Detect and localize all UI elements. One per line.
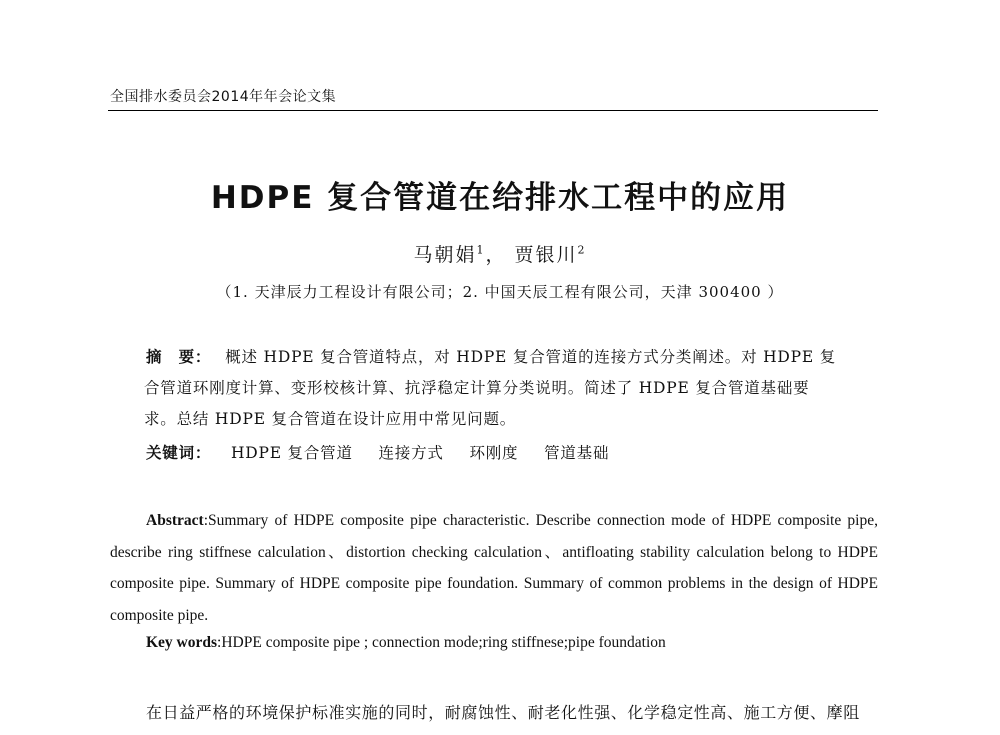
abstract-cn-label: 摘 要： bbox=[146, 348, 212, 366]
author-name: 马朝娟 bbox=[413, 244, 477, 266]
keywords-en-text: HDPE composite pipe ; connection mode;ring stiffnese;pipe foundation bbox=[221, 634, 666, 651]
abstract-cn bbox=[146, 342, 858, 435]
keywords-cn bbox=[146, 441, 629, 463]
paper-title: HDPE 复合管道在给排水工程中的应用 bbox=[210, 180, 790, 216]
keywords-cn-label: 关键词： bbox=[146, 444, 212, 462]
header-rule bbox=[108, 110, 878, 111]
keyword: 环刚度 bbox=[469, 444, 519, 462]
abstract-en bbox=[110, 505, 878, 631]
author-separator: ， bbox=[485, 244, 507, 266]
body-paragraph: 在日益严格的环境保护标准实施的同时，耐腐蚀性、耐老化性强、化学稳定性高、施工方便、摩阻 bbox=[146, 703, 860, 722]
keywords-en-label: Key words bbox=[146, 634, 218, 651]
authors bbox=[0, 240, 1000, 267]
abstract-cn-line bbox=[146, 342, 858, 373]
author-name: 贾银川 bbox=[514, 244, 578, 266]
abstract-cn-line: 合管道环刚度计算、变形校核计算、抗浮稳定计算分类说明。简述了 HDPE 复合管道基础要 bbox=[144, 379, 810, 397]
author-affiliation-mark: 2 bbox=[577, 243, 587, 257]
abstract-cn-line: 求。总结 HDPE 复合管道在设计应用中常见问题。 bbox=[144, 410, 517, 428]
abstract-en-separator: : bbox=[203, 512, 208, 529]
running-header: 全国排水委员会2014年年会论文集 bbox=[110, 89, 337, 105]
keyword: HDPE 复合管道 bbox=[230, 444, 353, 462]
author-affiliation-mark: 1 bbox=[476, 243, 486, 257]
keyword: 连接方式 bbox=[378, 444, 444, 462]
abstract-cn-text: 概述 HDPE 复合管道特点，对 HDPE 复合管道的连接方式分类阐述。对 HDPE 复 bbox=[225, 348, 837, 366]
keywords-en-separator: : bbox=[217, 634, 222, 651]
affiliation: （1. 天津辰力工程设计有限公司；2. 中国天辰工程有限公司，天津 300400 ） bbox=[216, 283, 784, 301]
keywords-en bbox=[146, 634, 666, 652]
abstract-en-label: Abstract bbox=[146, 512, 204, 529]
keyword: 管道基础 bbox=[544, 444, 610, 462]
abstract-en-text: Summary of HDPE composite pipe characteristic. Describe connection mode of HDPE composite pipe, describe ring stiffnese calculation、distortion checking calculation、antifloating stability calculation belong to HDPE composite pipe. Summary of HDPE composite pipe foundation. Summary of common problems in the design of HDPE composite pipe. bbox=[110, 512, 878, 624]
